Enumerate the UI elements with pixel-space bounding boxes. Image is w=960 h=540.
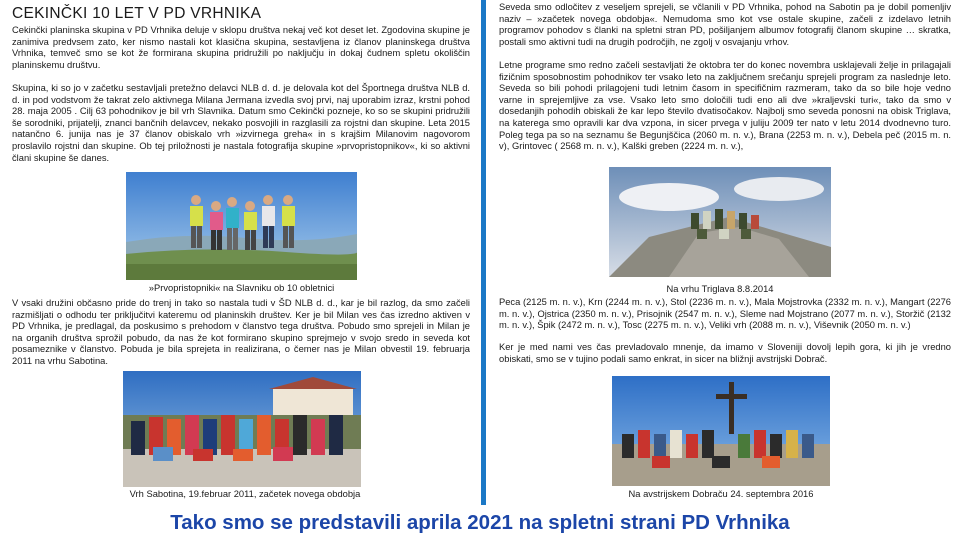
slavnik-group-photo — [126, 172, 357, 280]
dobrac-summit-photo — [612, 376, 830, 486]
paragraph-abroad: Ker je med nami ves čas prevladovalo mnenje, da imamo v Sloveniji dovolj lepih gora, ki jih je vredno obiskati, smo se v tujino podali samo enkrat, in sicer na bližnji avstrijski Dobrač. — [499, 342, 951, 364]
left-column — [0, 0, 481, 505]
paragraph-intro: Cekinčki planinska skupina v PD Vrhnika deluje v sklopu društva nekaj več kot deset let. Zgodovina skupine je zanimiva predvsem zato, ker nismo nastali kot klasična skupina, sestavljena iz članov planinskega društva Vrhnika, temveč smo se kot že formirana skupina pridružili po naključju in dokaj čudnem spletu okoliščin planinskemu društvu. — [12, 25, 470, 70]
paragraph-history: Skupina, ki so jo v začetku sestavljali pretežno delavci NLB d. d. je delovala kot del Športnega društva NLB d. d. in pod vodstvom že takrat zelo aktivnega Milana Jermana izvedla svoj prvi, naj uporabim izraz, krstni pohod 28. maja 2005 . Cilj 63 pohodnikov je bil vrh Slavnika. Datum smo Cekinčki pozneje, ko so se skupini pridružili še sorodniki, prijatelji, znanci bančnih delavcev, nekako posvojili in razglasili za rojstni dan skupine. Leta 2015 natančno 6. junija nas je 37 članov obiskalo vrh »izvirnega greha« in s krajšim Milanovim nagovorom proslavilo rojstni dan skupine. Ob tej priložnosti je nastala fotografija skupine »prvopristopnikov«, ki so aktivni člani skupine še danes. — [12, 83, 470, 163]
banner-text: Tako smo se predstavili aprila 2021 na spletni strani PD Vrhnika — [170, 511, 790, 534]
triglav-photo-caption: Na vrhu Triglava 8.8.2014 — [666, 284, 774, 294]
paragraph-joining: Seveda smo odločitev z veseljem sprejeli, se včlanili v PD Vrhnika, pohod na Sabotin pa je dobil pomenljiv naziv – »začetek novega obdobja«. Nemudoma smo kot vse ostale skupine, začeli z izdelavo letnih programov pohodov s članki na spletni stran PD, pošiljanjem albumov fotografij članom skupine … skratka, postali smo aktivni tudi na drugih področjih, ne zgolj v osvajanju vrhov. — [499, 2, 951, 47]
sabotin-photo-caption: Vrh Sabotina, 19.februar 2011, začetek novega obdobja — [129, 489, 361, 499]
sabotin-group-photo — [123, 371, 361, 487]
triglav-summit-photo — [609, 167, 831, 277]
slavnik-photo-caption: »Prvopristopniki« na Slavniku ob 10 obletnici — [148, 283, 335, 293]
right-column — [486, 0, 960, 505]
presentation-banner — [0, 505, 960, 540]
paragraph-transition: V vsaki družini občasno pride do trenj in tako so nastala tudi v ŠD NLB d. d., kar je bil razlog, da smo začeli razmišljati o odhodu ter priključitvi kateremu od planinskih društev. Ker je bil Milan ves čas izredno aktiven v PD Vrhnika, je predlagal, da poskusimo s prehodom v članstvo tega društva. Pobudo smo sprejeli in Milan je na organih društva sprožil pobudo, da nas že kot formirano skupino sprejmejo v svojo sredo in seveda kot posameznike v članstvo. Pobuda je bila sprejeta in realizirana, o čemer nas je Milan obvestil 19. februarja 2011 na vrhu Sabotina. — [12, 298, 470, 366]
article-title: CEKINČKI 10 LET V PD VRHNIKA — [12, 5, 262, 22]
paragraph-programs: Letne programe smo redno začeli sestavljati že oktobra ter do konec novembra usklajevali želje in prilagajali fizičnim sposobnostim pohodnikov ter vsako leto na zaključnem srečanju sprejeli program za naslednje leto. Seveda so bili pohodi prilagojeni tudi letnim časom in specifičnim razmeram, tako da so bile hoje vedno varne in sprejemljive za vse. Vsako leto smo določili tudi eno ali dve »kraljevski turi«, tako da smo v dosedanjih pohodih obiskali že kar lepo število dvatisočakov. Najbolj smo seveda ponosni na obisk Triglava, na katerega smo opravili kar dva vzpona, in sicer prvega v juliju 2009 ter nato v letu 2014 dvodnevno turo. Poleg tega pa so na seznamu še Begunjščica (2060 m. n. v.), Brana (2253 m. n. v.), Debela peč (2015 m. n. v), Grintovec ( 2568 m. n. v.), Kalški greben (2224 m. n. v.), — [499, 60, 951, 152]
paragraph-peaks-list: Peca (2125 m. n. v.), Krn (2244 m. n. v.), Stol (2236 m. n. v.), Mala Mojstrovka (2332 m. n. v.), Mangart (2276 m. n. v.), Ojstrica (2350 m. n. v.), Prisojnik (2547 m. n. v.), Sleme nad Mojstrano (2077 m. n. v.), Storžič (2132 m. n. v.), Špik (2472 m. n. v.), Tosc (2275 m. n. v.), Veliki vrh (2088 m. n. v.), Viševnik (2050 m. n. v.) — [499, 297, 951, 331]
dobrac-photo-caption: Na avstrijskem Dobraču 24. septembra 2016 — [628, 489, 814, 499]
